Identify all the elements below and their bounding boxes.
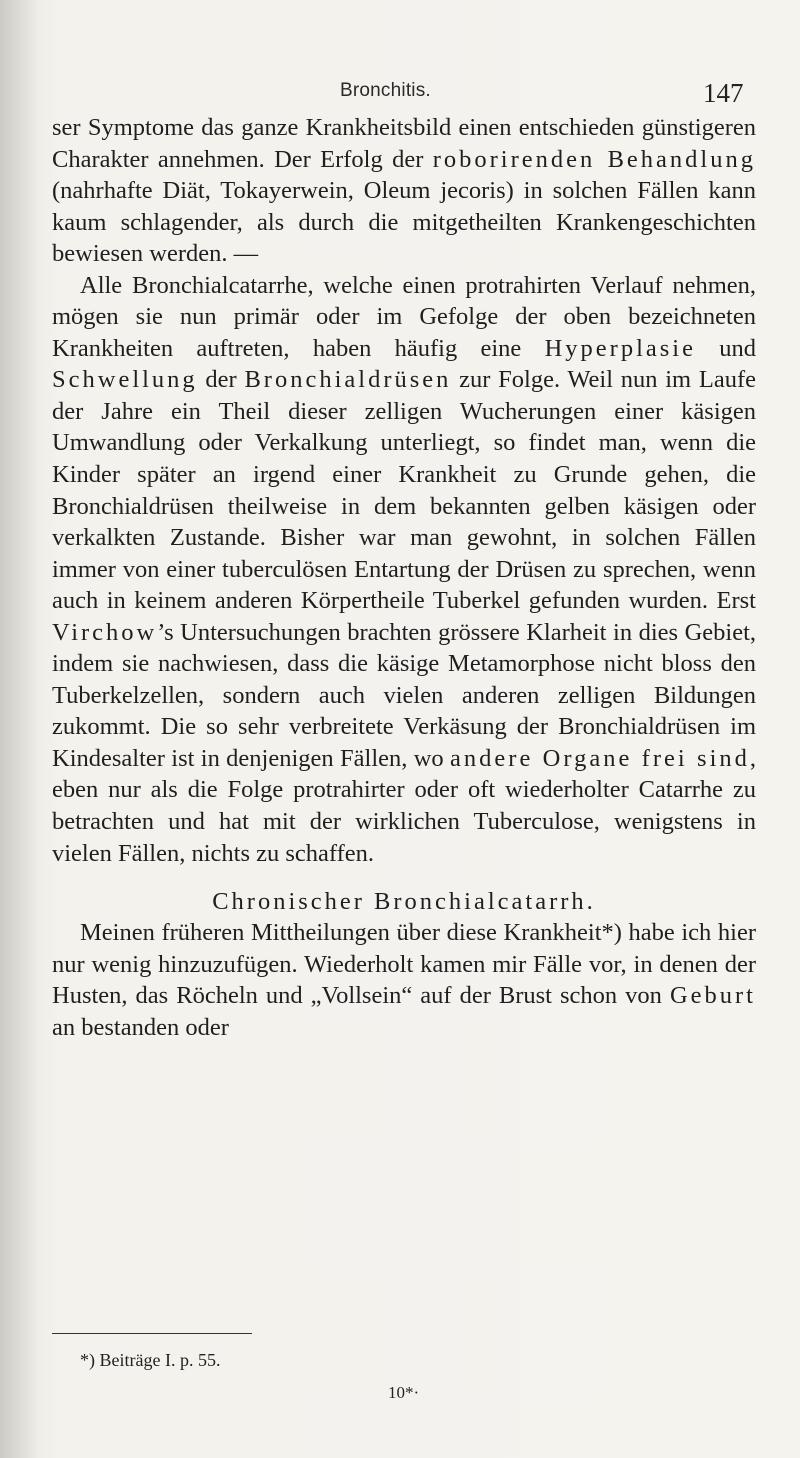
page-header (0, 78, 800, 108)
emphasis-virchow: Virchow (52, 618, 158, 646)
signature-mark: 10*· (388, 1383, 420, 1402)
paragraph-2-text-e: der (197, 366, 245, 394)
paragraph-2-text-i: ’s Untersuchungen brachten grössere Klarheit in dies Gebiet, indem sie nachwiesen, dass die käsige Metamorphose nicht bloss den Tuberkelzellen, sondern auch vielen anderen zelligen Bildungen zukommt. Die so sehr verbreitete Verkäsung der Bronchialdrüsen im Kindesalter ist in denjenigen Fällen, wo (52, 618, 756, 772)
emphasis-schwellung: Schwellung (52, 366, 198, 394)
running-head: Bronchitis. (340, 80, 431, 101)
emphasis-roborirenden-behandlung: roborirenden Behandlung (432, 145, 756, 173)
paragraph-2-text-g: zur Folge. Weil nun im Laufe der Jahre ein Theil dieser zelligen Wucherungen einer käsigen Umwandlung oder Verkalkung unterliegt, so findet man, wenn die Kinder später an irgend einer Krankheit zu Grunde gehen, die Bronchialdrüsen theilweise in dem bekannten gelben käsigen oder verkalkten Zustande. Bisher war man gewohnt, in solchen Fällen immer von einer tuberculösen Entartung der Drüsen zu sprechen, wenn auch in keinem anderen Körpertheile Tuberkel gefunden wurden. Erst (52, 366, 756, 615)
paragraph-3 (52, 917, 756, 1043)
page-edge-shadow (0, 0, 40, 1458)
body-text (52, 112, 756, 1043)
section-heading: Chronischer Bronchialcatarrh. (212, 888, 596, 916)
footnote: *) Beiträge I. p. 55. (80, 1350, 221, 1370)
paragraph-1-text-c: (nahrhafte Diät, Tokayerwein, Oleum jecoris) in solchen Fällen kann kaum schlagender, als durch die mitgetheilten Krankengeschichten bewiesen werden. — (52, 177, 756, 268)
paragraph-2-text-a: Alle Bronchialcatarrhe, welche einen protrahirten Verlauf nehmen, mögen sie nun primär oder im Gefolge der oben bezeichneten Krankheiten auftreten, haben häufig eine (52, 271, 756, 362)
paragraph-2-text-c: und (695, 334, 757, 362)
emphasis-geburt: Geburt (669, 982, 756, 1010)
emphasis-bronchialdruesen: Bronchialdrüsen (244, 366, 452, 394)
emphasis-hyperplasie: Hyperplasie (544, 334, 696, 362)
paragraph-3-text-c: an bestanden oder (52, 1013, 229, 1041)
paragraph-1 (52, 112, 756, 270)
paragraph-2-text-k: , eben nur als die Folge protrahirter oder oft wiederholter Catarrhe zu betrachten und hat mit der wirklichen Tuberculose, wenigstens in vielen Fällen, nichts zu schaffen. (52, 744, 757, 867)
page-number: 147 (703, 78, 744, 108)
paragraph-1-text-a: ser Symptome das ganze Krankheitsbild einen entschieden günstigeren Charakter annehmen. Der Erfolg der (52, 114, 756, 173)
footnote-rule (52, 1333, 252, 1334)
paragraph-2 (52, 270, 756, 869)
emphasis-andere-organe: andere Organe frei sind (450, 744, 750, 772)
paragraph-3-text-a: Meinen früheren Mittheilungen über diese Krankheit*) habe ich hier nur wenig hinzuzufügen. Wiederholt kamen mir Fälle vor, in denen der Husten, das Röcheln und „Vollsein“ auf der Brust schon von (52, 919, 756, 1010)
